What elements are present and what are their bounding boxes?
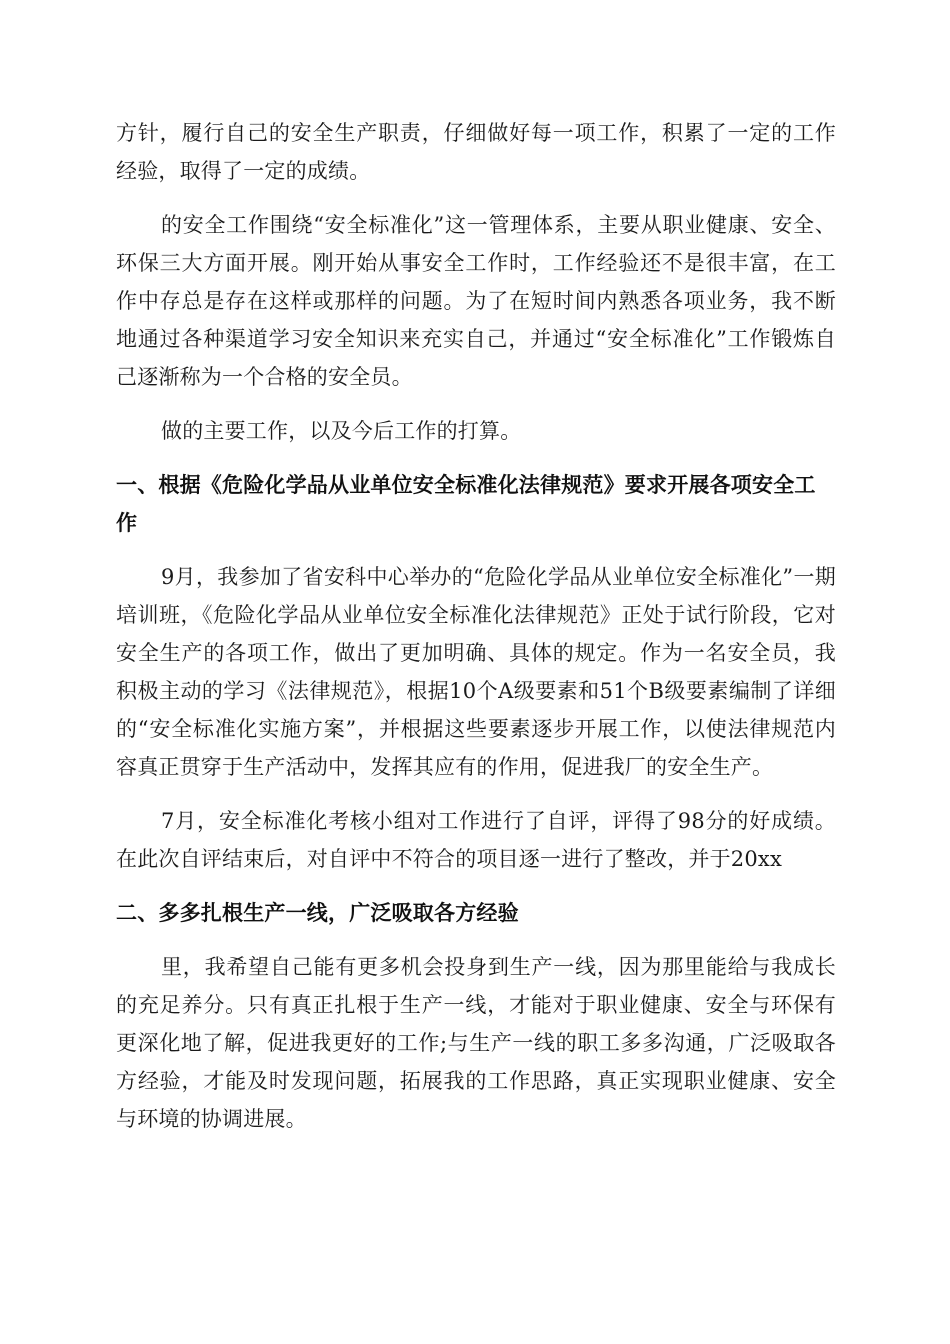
section-heading-2: 二、多多扎根生产一线，广泛吸取各方经验 <box>116 901 519 925</box>
paragraph-4: 9月，我参加了省安科中心举办的“危险化学品从业单位安全标准化”一期培训班，《危险化学品从业单位安全标准化法律规范》正处于试行阶段，它对安全生产的各项工作，做出了更加明确、具体的规定。作为一名安全员，我积极主动的学习《法律规范》，根据10个A级要素和51个B级要素编制了详细的“安全标准化实施方案”，并根据这些要素逐步开展工作，以使法律规范内容真正贯穿于生产活动中，发挥其应有的作用，促进我厂的安全生产。 <box>116 565 836 779</box>
section-heading-1: 一、根据《危险化学品从业单位安全标准化法律规范》要求开展各项安全工作 <box>116 473 816 535</box>
paragraph-3: 做的主要工作，以及今后工作的打算。 <box>161 419 522 443</box>
paragraph-6: 里，我希望自己能有更多机会投身到生产一线，因为那里能给与我成长的充足养分。只有真正扎根于生产一线，才能对于职业健康、安全与环保有更深化地了解，促进我更好的工作;与生产一线的职工多多沟通，广泛吸取各方经验，才能及时发现问题，拓展我的工作思路，真正实现职业健康、安全与环境的协调进展。 <box>116 955 836 1131</box>
paragraph-2: 的安全工作围绕“安全标准化”这一管理体系，主要从职业健康、安全、环保三大方面开展。刚开始从事安全工作时，工作经验还不是很丰富，在工作中存总是存在这样或那样的问题。为了在短时间内熟悉各项业务，我不断地通过各种渠道学习安全知识来充实自己，并通过“安全标准化”工作锻炼自己逐渐称为一个合格的安全员。 <box>116 213 836 389</box>
document-body <box>116 114 836 1154</box>
paragraph-1: 方针，履行自己的安全生产职责，仔细做好每一项工作，积累了一定的工作经验，取得了一定的成绩。 <box>116 121 836 183</box>
paragraph-5: 7月，安全标准化考核小组对工作进行了自评，评得了98分的好成绩。在此次自评结束后，对自评中不符合的项目逐一进行了整改，并于20xx <box>116 809 836 871</box>
